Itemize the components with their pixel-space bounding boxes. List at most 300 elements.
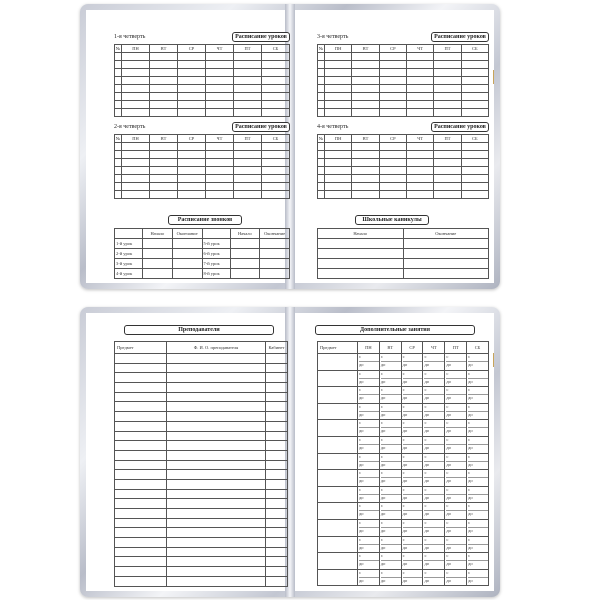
to-label: до	[403, 427, 423, 433]
to-label: до	[424, 378, 444, 384]
teachers-header-name: Ф. И. О. преподавателя	[167, 342, 266, 354]
from-label: с	[402, 354, 405, 359]
from-label: с	[359, 453, 361, 459]
table-row[interactable]	[115, 151, 290, 159]
quarter-3-label: 3-я четверть	[317, 34, 349, 40]
table-row[interactable]	[115, 143, 290, 151]
from-label: с	[359, 436, 361, 442]
to-label: до	[381, 427, 401, 433]
table-row[interactable]	[115, 479, 288, 489]
table-row[interactable]	[115, 269, 290, 279]
to-label: до	[381, 378, 401, 384]
bells-header-end: Окончание	[172, 229, 202, 239]
table-row[interactable]	[115, 363, 288, 373]
col-day: ВТ	[352, 135, 379, 143]
table-row[interactable]	[115, 547, 288, 557]
from-label: с	[402, 387, 405, 393]
from-label: с	[359, 387, 361, 393]
to-label: до	[381, 361, 401, 367]
to-label: до	[381, 444, 401, 450]
to-label: до	[381, 510, 401, 516]
table-row[interactable]	[318, 85, 489, 93]
col-day: ЧТ	[406, 135, 433, 143]
to-label: до	[359, 494, 379, 500]
table-row[interactable]	[115, 489, 288, 499]
table-row[interactable]	[318, 536, 489, 553]
to-label: до	[468, 444, 488, 450]
lesson-label: 6-й урок	[202, 249, 230, 259]
table-row[interactable]	[318, 403, 489, 420]
from-label: с	[380, 470, 383, 476]
from-label: с	[380, 486, 383, 492]
from-label: с	[359, 536, 361, 542]
from-label: с	[380, 519, 383, 525]
col-number: №	[115, 46, 121, 51]
from-label: с	[359, 569, 361, 575]
to-label: до	[359, 510, 379, 516]
table-row[interactable]	[318, 101, 489, 109]
table-row[interactable]	[115, 402, 288, 412]
to-label: до	[446, 427, 466, 433]
table-row[interactable]	[115, 392, 288, 402]
from-label: с	[468, 403, 471, 409]
from-label: с	[424, 470, 427, 476]
from-label: с	[402, 536, 405, 542]
to-label: до	[446, 527, 466, 533]
lessons-box-title: Расписание уроков	[232, 32, 290, 42]
to-label: до	[424, 444, 444, 450]
from-label: с	[380, 569, 383, 575]
to-label: до	[381, 494, 401, 500]
to-label: до	[403, 444, 423, 450]
from-label: с	[446, 519, 449, 525]
from-label: с	[402, 553, 405, 559]
from-label: с	[446, 536, 449, 542]
col-day: ПТ	[434, 45, 461, 53]
from-label: с	[402, 420, 405, 426]
to-label: до	[468, 494, 488, 500]
from-label: с	[446, 453, 449, 459]
to-label: до	[446, 361, 466, 367]
from-label: с	[402, 370, 405, 376]
table-row[interactable]	[318, 387, 489, 404]
from-label: с	[468, 569, 471, 575]
to-label: до	[446, 411, 466, 417]
from-label: с	[446, 436, 449, 442]
table-row[interactable]	[115, 259, 290, 269]
from-label: с	[359, 553, 361, 559]
table-row[interactable]	[115, 159, 290, 167]
to-label: до	[424, 411, 444, 417]
bells-title: Расписание звонков	[168, 215, 242, 225]
to-label: до	[468, 527, 488, 533]
to-label: до	[381, 527, 401, 533]
table-row[interactable]	[318, 503, 489, 520]
from-label: с	[402, 470, 405, 476]
extra-header-day: СБ	[467, 342, 489, 354]
from-label: с	[446, 569, 449, 575]
from-label: с	[468, 536, 471, 542]
col-day: СР	[379, 45, 406, 53]
holidays-table	[317, 228, 489, 279]
from-label: с	[446, 354, 449, 359]
col-day: СР	[379, 135, 406, 143]
to-label: до	[424, 394, 444, 400]
from-label: с	[446, 403, 449, 409]
to-label: до	[359, 544, 379, 550]
to-label: до	[446, 560, 466, 566]
table-row[interactable]	[115, 499, 288, 509]
teachers-table	[114, 341, 288, 587]
from-label: с	[468, 420, 471, 426]
col-day: ПН	[122, 45, 150, 53]
table-row[interactable]	[115, 509, 288, 519]
from-label: с	[446, 470, 449, 476]
page-teachers	[86, 313, 285, 591]
from-label: с	[402, 436, 405, 442]
to-label: до	[403, 577, 423, 583]
table-row[interactable]	[115, 412, 288, 422]
from-label: с	[468, 486, 471, 492]
from-label: с	[468, 503, 471, 509]
from-label: с	[380, 387, 383, 393]
page-schedule-right	[295, 10, 494, 283]
from-label: с	[468, 387, 471, 393]
from-label: с	[446, 370, 449, 376]
quarter-4-label: 4-я четверть	[317, 124, 349, 130]
table-row[interactable]	[318, 259, 489, 269]
col-day: ПТ	[234, 135, 262, 143]
table-row[interactable]	[318, 553, 489, 570]
table-row[interactable]	[115, 538, 288, 548]
table-row[interactable]	[318, 151, 489, 159]
to-label: до	[446, 544, 466, 550]
table-row[interactable]	[318, 69, 489, 77]
from-label: с	[468, 370, 471, 376]
to-label: до	[381, 411, 401, 417]
lesson-label: 2-й урок	[115, 249, 143, 259]
bells-header-start: Начало	[143, 229, 173, 239]
col-number: №	[318, 46, 324, 51]
col-day: СБ	[461, 45, 488, 53]
from-label: с	[446, 553, 449, 559]
col-number: №	[318, 136, 324, 141]
from-label: с	[380, 536, 383, 542]
table-row[interactable]	[318, 420, 489, 437]
to-label: до	[468, 544, 488, 550]
to-label: до	[359, 560, 379, 566]
from-label: с	[359, 354, 361, 359]
to-label: до	[359, 461, 379, 467]
table-row[interactable]	[318, 191, 489, 199]
col-day: СР	[178, 135, 206, 143]
to-label: до	[424, 361, 444, 367]
extra-header-day: ПН	[358, 342, 380, 354]
table-row[interactable]	[318, 249, 489, 259]
col-day: ПТ	[434, 135, 461, 143]
extra-header-day: ПТ	[445, 342, 467, 354]
from-label: с	[380, 403, 383, 409]
table-row[interactable]	[318, 470, 489, 487]
from-label: с	[380, 370, 383, 376]
lessons-box-title: Расписание уроков	[431, 32, 489, 42]
table-row[interactable]	[115, 576, 288, 586]
schedule-table-q2	[114, 134, 290, 199]
to-label: до	[381, 477, 401, 483]
from-label: с	[446, 387, 449, 393]
table-row[interactable]	[115, 167, 290, 175]
to-label: до	[403, 411, 423, 417]
extra-table	[317, 341, 489, 586]
from-label: с	[380, 436, 383, 442]
holidays-header-end: Окончание	[403, 229, 489, 239]
col-day: ЧТ	[406, 45, 433, 53]
bells-header-end: Окончание	[260, 229, 290, 239]
to-label: до	[468, 560, 488, 566]
to-label: до	[468, 411, 488, 417]
from-label: с	[424, 370, 427, 376]
to-label: до	[403, 361, 423, 367]
from-label: с	[424, 420, 427, 426]
lesson-label: 5-й урок	[202, 239, 230, 249]
table-row[interactable]	[115, 557, 288, 567]
top-spread	[80, 4, 500, 289]
table-row[interactable]	[115, 77, 290, 85]
from-label: с	[402, 403, 405, 409]
col-day: ПН	[122, 135, 150, 143]
table-row[interactable]	[115, 450, 288, 460]
to-label: до	[359, 411, 379, 417]
to-label: до	[468, 461, 488, 467]
from-label: с	[380, 553, 383, 559]
table-row[interactable]	[115, 528, 288, 538]
bells-header-start: Начало	[230, 229, 260, 239]
lesson-label: 8-й урок	[202, 269, 230, 279]
table-row[interactable]	[318, 53, 489, 61]
schedule-table-q4	[317, 134, 489, 199]
table-row[interactable]	[318, 159, 489, 167]
edge-mark	[493, 353, 494, 367]
to-label: до	[403, 378, 423, 384]
from-label: с	[402, 503, 405, 509]
to-label: до	[381, 394, 401, 400]
teachers-title: Преподаватели	[124, 325, 274, 335]
to-label: до	[359, 427, 379, 433]
bells-header-blank	[202, 229, 230, 239]
from-label: с	[402, 486, 405, 492]
to-label: до	[468, 394, 488, 400]
from-label: с	[424, 569, 427, 575]
holidays-title: Школьные каникулы	[355, 215, 429, 225]
to-label: до	[446, 444, 466, 450]
from-label: с	[402, 569, 405, 575]
lesson-label: 4-й урок	[115, 269, 143, 279]
edge-mark	[493, 70, 494, 84]
from-label: с	[468, 354, 471, 359]
table-row[interactable]	[318, 519, 489, 536]
table-row[interactable]	[115, 85, 290, 93]
to-label: до	[424, 510, 444, 516]
extra-header-day: ВТ	[379, 342, 401, 354]
bottom-spread	[80, 307, 500, 597]
table-row[interactable]	[115, 383, 288, 393]
col-day: СБ	[262, 135, 290, 143]
from-label: с	[424, 519, 427, 525]
to-label: до	[359, 394, 379, 400]
table-row[interactable]	[318, 93, 489, 101]
table-row[interactable]	[318, 436, 489, 453]
table-row[interactable]	[318, 239, 489, 249]
from-label: с	[380, 420, 383, 426]
from-label: с	[359, 403, 361, 409]
to-label: до	[403, 461, 423, 467]
to-label: до	[403, 494, 423, 500]
table-row[interactable]	[318, 77, 489, 85]
to-label: до	[468, 427, 488, 433]
col-day: ВТ	[150, 45, 178, 53]
from-label: с	[380, 453, 383, 459]
to-label: до	[446, 394, 466, 400]
from-label: с	[359, 519, 361, 525]
table-row[interactable]	[318, 143, 489, 151]
table-row[interactable]	[115, 421, 288, 431]
to-label: до	[403, 560, 423, 566]
table-row[interactable]	[318, 167, 489, 175]
from-label: с	[402, 453, 405, 459]
to-label: до	[381, 577, 401, 583]
table-row[interactable]	[318, 61, 489, 69]
lesson-label: 7-й урок	[202, 259, 230, 269]
to-label: до	[468, 361, 488, 367]
extra-header-day: СР	[401, 342, 423, 354]
lesson-label: 3-й урок	[115, 259, 143, 269]
from-label: с	[446, 486, 449, 492]
bells-header-blank	[115, 229, 143, 239]
col-day: ПН	[325, 135, 352, 143]
table-row[interactable]	[115, 175, 290, 183]
from-label: с	[359, 470, 361, 476]
page-schedule-left	[86, 10, 285, 283]
to-label: до	[359, 378, 379, 384]
to-label: до	[424, 477, 444, 483]
from-label: с	[424, 436, 427, 442]
lesson-label: 1-й урок	[115, 239, 143, 249]
table-row[interactable]	[115, 249, 290, 259]
to-label: до	[381, 544, 401, 550]
to-label: до	[359, 444, 379, 450]
from-label: с	[468, 453, 471, 459]
table-row[interactable]	[318, 569, 489, 586]
extra-header-subject: Предмет	[318, 342, 358, 354]
table-row[interactable]	[115, 61, 290, 69]
from-label: с	[468, 470, 471, 476]
table-row[interactable]	[318, 354, 489, 371]
to-label: до	[446, 494, 466, 500]
table-row[interactable]	[115, 109, 290, 117]
quarter-2-label: 2-я четверть	[114, 124, 146, 130]
table-row[interactable]	[115, 441, 288, 451]
to-label: до	[381, 461, 401, 467]
table-row[interactable]	[115, 431, 288, 441]
from-label: с	[424, 503, 427, 509]
from-label: с	[359, 503, 361, 509]
from-label: с	[359, 370, 361, 376]
col-day: ВТ	[150, 135, 178, 143]
from-label: с	[424, 553, 427, 559]
col-day: ПН	[325, 45, 352, 53]
table-row[interactable]	[318, 453, 489, 470]
col-day: ЧТ	[206, 135, 234, 143]
from-label: с	[446, 503, 449, 509]
to-label: до	[446, 510, 466, 516]
to-label: до	[468, 378, 488, 384]
table-row[interactable]	[115, 93, 290, 101]
table-row[interactable]	[115, 567, 288, 577]
extra-header-day: ЧТ	[423, 342, 445, 354]
table-row[interactable]	[115, 354, 288, 364]
table-row[interactable]	[115, 191, 290, 199]
from-label: с	[424, 354, 427, 359]
to-label: до	[359, 577, 379, 583]
col-day: СР	[178, 45, 206, 53]
table-row[interactable]	[318, 175, 489, 183]
lessons-box-title: Расписание уроков	[232, 122, 290, 132]
teachers-header-room: Кабинет	[266, 342, 288, 354]
page-extra-classes	[295, 313, 494, 591]
to-label: до	[359, 361, 379, 367]
to-label: до	[468, 510, 488, 516]
to-label: до	[403, 394, 423, 400]
teachers-header-subject: Предмет	[115, 342, 167, 354]
table-row[interactable]	[318, 109, 489, 117]
from-label: с	[424, 453, 427, 459]
from-label: с	[424, 403, 427, 409]
table-row[interactable]	[115, 460, 288, 470]
table-row[interactable]	[115, 53, 290, 61]
col-day: СБ	[262, 45, 290, 53]
table-row[interactable]	[115, 373, 288, 383]
from-label: с	[402, 519, 405, 525]
col-day: ПТ	[234, 45, 262, 53]
table-row[interactable]	[318, 269, 489, 279]
to-label: до	[424, 577, 444, 583]
schedule-table-q3	[317, 44, 489, 117]
to-label: до	[446, 577, 466, 583]
table-row[interactable]	[115, 239, 290, 249]
from-label: с	[424, 536, 427, 542]
to-label: до	[424, 544, 444, 550]
from-label: с	[446, 420, 449, 426]
col-number: №	[115, 136, 121, 141]
table-row[interactable]	[318, 370, 489, 387]
lessons-box-title: Расписание уроков	[431, 122, 489, 132]
to-label: до	[424, 527, 444, 533]
to-label: до	[359, 527, 379, 533]
to-label: до	[403, 510, 423, 516]
table-row[interactable]	[115, 470, 288, 480]
to-label: до	[468, 477, 488, 483]
table-row[interactable]	[115, 69, 290, 77]
table-row[interactable]	[115, 183, 290, 191]
table-row[interactable]	[318, 486, 489, 503]
from-label: с	[380, 503, 383, 509]
to-label: до	[446, 378, 466, 384]
table-row[interactable]	[115, 101, 290, 109]
to-label: до	[359, 477, 379, 483]
table-row[interactable]	[115, 518, 288, 528]
holidays-header-start: Начало	[318, 229, 404, 239]
table-row[interactable]	[318, 183, 489, 191]
